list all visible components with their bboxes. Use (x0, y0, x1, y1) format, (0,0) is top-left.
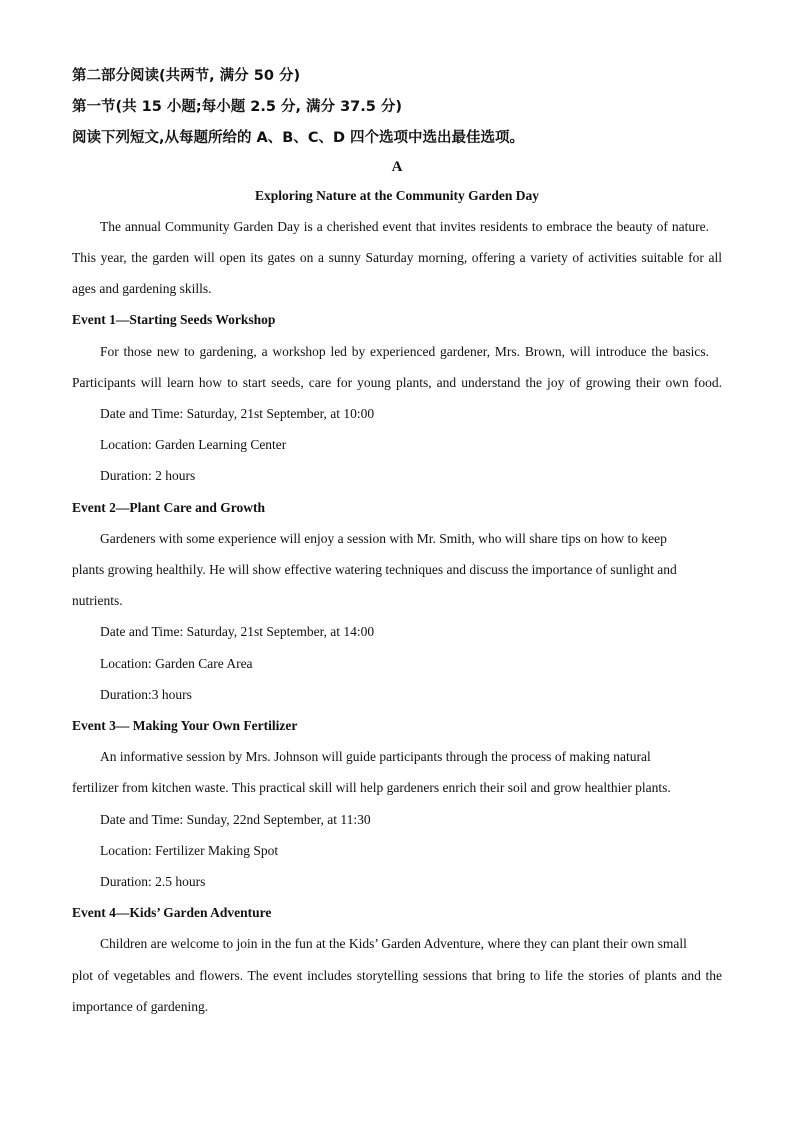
passage-title: Exploring Nature at the Community Garden Day (254, 188, 539, 203)
event-location: Location: Garden Care Area (100, 656, 253, 671)
passage-letter: A (391, 159, 403, 175)
section-title: 第一节(共 15 小题;每小题 2.5 分, 满分 37.5 分) (72, 99, 403, 115)
event-location: Location: Fertilizer Making Spot (100, 843, 279, 858)
event-description-line: For those new to gardening, a workshop led by experienced gardener, Mrs. Brown, will introduce the basics. (100, 344, 709, 359)
event-duration: Duration:3 hours (100, 687, 192, 702)
intro-line: The annual Community Garden Day is a cherished event that invites residents to embrace the beauty of nature. (100, 219, 709, 234)
intro-line: This year, the garden will open its gates on a sunny Saturday morning, offering a variety of activities suitable for all (72, 250, 722, 265)
event-description-line: plants growing healthily. He will show effective watering techniques and discuss the importance of sunlight and (72, 562, 677, 577)
event-duration: Duration: 2 hours (100, 468, 196, 483)
intro-line: ages and gardening skills. (72, 281, 212, 296)
event-heading: Event 3— Making Your Own Fertilizer (72, 718, 298, 733)
event-description-line: An informative session by Mrs. Johnson will guide participants through the process of making natural (100, 749, 651, 764)
event-description-line: importance of gardening. (72, 999, 209, 1014)
event-description-line: Children are welcome to join in the fun at the Kids’ Garden Adventure, where they can plant their own small (100, 936, 687, 951)
event-date-time: Date and Time: Saturday, 21st September, at 10:00 (100, 406, 375, 421)
event-duration: Duration: 2.5 hours (100, 874, 206, 889)
event-date-time: Date and Time: Saturday, 21st September, at 14:00 (100, 624, 375, 639)
event-description-line: Participants will learn how to start seeds, care for young plants, and understand the joy of growing their own food. (72, 375, 722, 390)
event-description-line: nutrients. (72, 593, 123, 608)
event-date-time: Date and Time: Sunday, 22nd September, at 11:30 (100, 812, 371, 827)
event-description-line: fertilizer from kitchen waste. This practical skill will help gardeners enrich their soil and grow healthier plants. (72, 780, 671, 795)
event-heading: Event 4—Kids’ Garden Adventure (72, 905, 272, 920)
event-description-line: plot of vegetables and flowers. The event includes storytelling sessions that bring to life the stories of plants and the (72, 968, 722, 983)
event-description-line: Gardeners with some experience will enjoy a session with Mr. Smith, who will share tips on how to keep (100, 531, 667, 546)
instruction-text: 阅读下列短文,从每题所给的 A、B、C、D 四个选项中选出最佳选项。 (72, 130, 525, 146)
event-location: Location: Garden Learning Center (100, 437, 287, 452)
event-heading: Event 2—Plant Care and Growth (72, 500, 266, 515)
event-heading: Event 1—Starting Seeds Workshop (72, 312, 276, 327)
part-title: 第二部分阅读(共两节, 满分 50 分) (72, 68, 301, 84)
